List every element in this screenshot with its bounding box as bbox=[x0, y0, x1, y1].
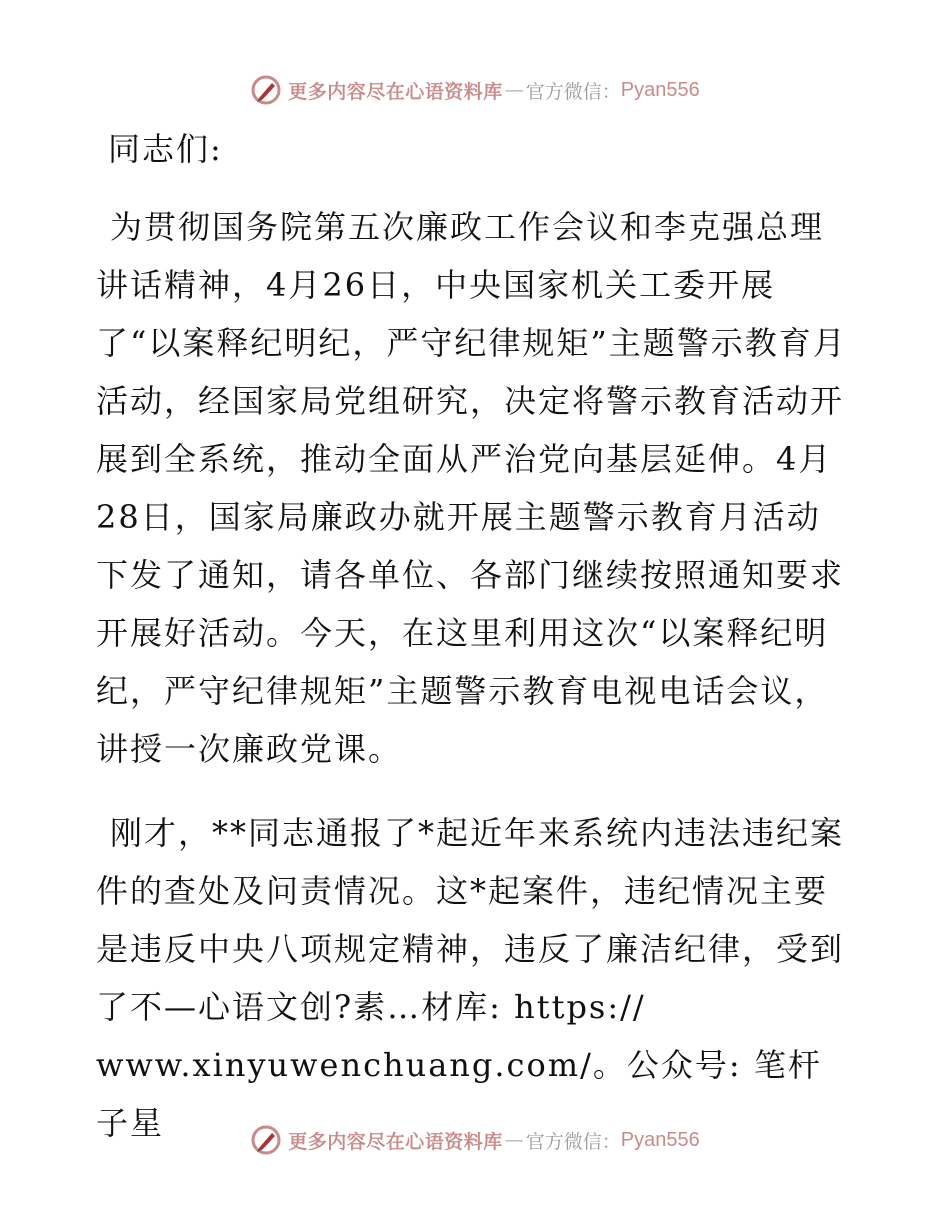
paragraph: 为贯彻国务院第五次廉政工作会议和李克强总理讲话精神，4月26日，中央国家机关工委开展了“以案释纪明纪，严守纪律规矩”主题警示教育月活动，经国家局党组研究，决定将警示教育活动开展到全系统，推动全面从严治党向基层延伸。4月28日，国家局廉政办就开展主题警示教育月活动下发了通知，请各单位、各部门继续按照通知要求开展好活动。今天，在这里利用这次“以案释纪明纪，严守纪律规矩”主题警示教育电视电话会议，讲授一次廉政党课。 bbox=[96, 208, 847, 768]
wechat-id: Pyan556 bbox=[620, 78, 700, 101]
paragraph: 刚才，**同志通报了*起近年来系统内违法违纪案件的查处及问责情况。这*起案件，违纪情况主要是违反中央八项规定精神，违反了廉洁纪律，受到了不—心语文创?素…材库: https:// www.xinyuwenchuang.com/。公众号: 笔杆子星 bbox=[96, 814, 845, 1142]
salutation: 同志们: bbox=[108, 130, 223, 168]
header-watermark bbox=[0, 70, 950, 110]
document-body bbox=[96, 120, 848, 1178]
watermark-separator: — bbox=[504, 79, 524, 101]
pen-logo-icon bbox=[250, 1124, 282, 1156]
footer-watermark bbox=[0, 1120, 950, 1160]
watermark-text: 更多内容尽在心语资料库 bbox=[288, 1130, 503, 1153]
wechat-label: 官方微信： bbox=[525, 80, 621, 103]
watermark-text: 更多内容尽在心语资料库 bbox=[288, 80, 503, 103]
pen-logo-icon bbox=[250, 74, 282, 106]
wechat-label: 官方微信： bbox=[525, 1130, 621, 1153]
watermark-separator: — bbox=[504, 1129, 524, 1151]
wechat-id: Pyan556 bbox=[620, 1128, 700, 1151]
